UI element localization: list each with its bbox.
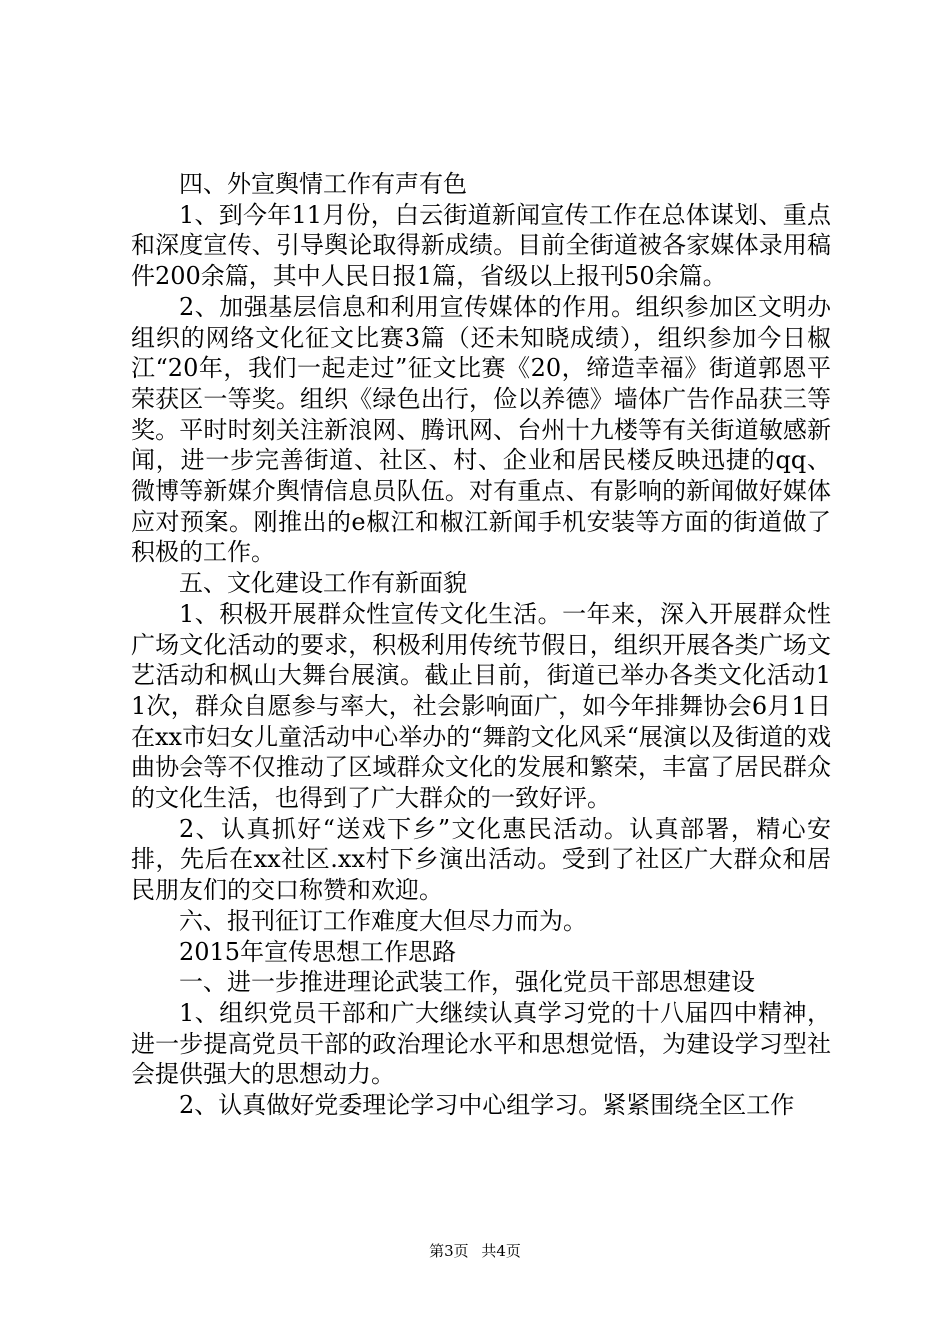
page-footer bbox=[0, 1241, 950, 1261]
section-heading-4: 四、外宣舆情工作有声有色 bbox=[179, 170, 467, 198]
paragraph: 1、积极开展群众性宣传文化生活。一年来，深入开展群众性广场文化活动的要求，积极利用传统节假日，组织开展各类广场文艺活动和枫山大舞台展演。截止目前，街道已举办各类文化活动11次，群众自愿参与率大，社会影响面广，如今年排舞协会6月1日在xx市妇女儿童活动中心举办的“舞韵文化风采“展演以及街道的戏曲协会等不仅推动了区域群众文化的发展和繁荣，丰富了居民群众的文化生活，也得到了广大群众的一致好评。 bbox=[131, 599, 831, 813]
page-total: 共4页 bbox=[481, 1242, 521, 1260]
plan-heading-1: 一、进一步推进理论武装工作，强化党员干部思想建设 bbox=[179, 968, 755, 997]
plan-title: 2015年宣传思想工作思路 bbox=[179, 937, 457, 966]
document-body bbox=[131, 169, 831, 1121]
paragraph: 2、认真抓好“送戏下乡”文化惠民活动。认真部署，精心安排，先后在xx社区.xx村下乡演出活动。受到了社区广大群众和居民朋友们的交口称赞和欢迎。 bbox=[131, 814, 831, 905]
paragraph: 1、组织党员干部和广大继续认真学习党的十八届四中精神，进一步提高党员干部的政治理论水平和思想觉悟，为建设学习型社会提供强大的思想动力。 bbox=[131, 998, 831, 1089]
section-heading-5: 五、文化建设工作有新面貌 bbox=[179, 569, 467, 598]
page-number: 第3页 bbox=[429, 1242, 469, 1260]
paragraph: 2、认真做好党委理论学习中心组学习。紧紧围绕全区工作 bbox=[179, 1091, 795, 1120]
section-heading-6: 六、报刊征订工作难度大但尽力而为。 bbox=[179, 906, 587, 935]
paragraph: 1、到今年11月份，白云街道新闻宣传工作在总体谋划、重点和深度宣传、引导舆论取得新成绩。目前全街道被各家媒体录用稿件200余篇，其中人民日报1篇，省级以上报刊50余篇。 bbox=[131, 200, 831, 291]
paragraph: 2、加强基层信息和利用宣传媒体的作用。组织参加区文明办组织的网络文化征文比赛3篇（还未知晓成绩），组织参加今日椒江“20年，我们一起走过”征文比赛《20，缔造幸福》街道郭恩平荣获区一等奖。组织《绿色出行，俭以养德》墙体广告作品获三等奖。平时时刻关注新浪网、腾讯网、台州十九楼等有关街道敏感新闻，进一步完善街道、社区、村、企业和居民楼反映迅捷的qq、微博等新媒介舆情信息员队伍。对有重点、有影响的新闻做好媒体应对预案。刚推出的e椒江和椒江新闻手机安装等方面的街道做了积极的工作。 bbox=[131, 292, 831, 567]
